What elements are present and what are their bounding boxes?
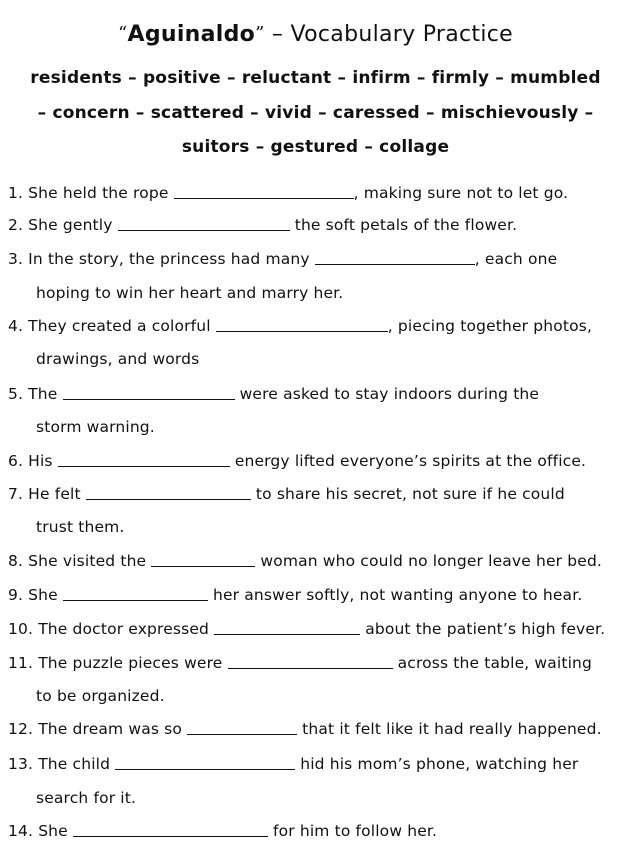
answer-blank[interactable] — [63, 586, 208, 601]
question-number: 14. — [8, 822, 34, 840]
word-bank-line-2: – concern – scattered – vivid – caressed – mischievously – — [37, 103, 594, 123]
worksheet-subtitle: – Vocabulary Practice — [264, 22, 514, 47]
question-number: 1. — [8, 184, 24, 202]
answer-blank[interactable] — [228, 654, 393, 669]
question-number: 12. — [8, 720, 34, 738]
word-bank-line-1: residents – positive – reluctant – infirm – firmly – mumbled — [30, 68, 601, 88]
question-13 — [8, 755, 578, 773]
question-5 — [8, 385, 539, 403]
question-number: 13. — [8, 755, 34, 773]
question-12 — [8, 720, 602, 738]
close-quote: ” — [255, 23, 265, 44]
question-number: 7. — [8, 485, 24, 503]
question-text: the soft petals of the flower. — [294, 216, 518, 234]
question-text: for him to follow her. — [273, 822, 438, 840]
question-14 — [8, 822, 437, 840]
question-number: 2. — [8, 216, 24, 234]
question-text: The child — [38, 755, 111, 773]
open-quote: “ — [117, 23, 128, 44]
question-text: He felt — [28, 485, 81, 503]
question-10 — [8, 620, 605, 638]
question-text: were asked to stay indoors during the — [239, 385, 540, 403]
question-number: 3. — [8, 250, 24, 268]
answer-blank[interactable] — [86, 485, 251, 500]
question-text: She — [38, 822, 68, 840]
question-number: 4. — [8, 317, 24, 335]
question-4-continued: drawings, and words — [36, 350, 200, 368]
question-3 — [8, 250, 557, 268]
question-8 — [8, 552, 602, 570]
question-text: across the table, waiting — [397, 654, 593, 672]
answer-blank[interactable] — [118, 216, 290, 231]
answer-blank[interactable] — [58, 452, 230, 467]
question-text: She visited the — [28, 552, 147, 570]
question-text: , each one — [474, 250, 558, 268]
question-13-continued: search for it. — [36, 789, 137, 807]
question-5-continued: storm warning. — [36, 418, 155, 436]
question-text: They created a colorful — [28, 317, 211, 335]
question-text: , making sure not to let go. — [353, 184, 569, 202]
word-bank-line-3: suitors – gestured – collage — [181, 137, 450, 157]
answer-blank[interactable] — [115, 755, 295, 770]
story-name: Aguinaldo — [127, 22, 256, 47]
question-6 — [8, 452, 586, 470]
question-2 — [8, 216, 517, 234]
question-text: her answer softly, not wanting anyone to hear. — [212, 586, 583, 604]
question-11-continued: to be organized. — [36, 687, 165, 705]
answer-blank[interactable] — [63, 385, 235, 400]
answer-blank[interactable] — [315, 250, 475, 265]
answer-blank[interactable] — [214, 620, 360, 635]
question-text: that it felt like it had really happened. — [302, 720, 602, 738]
answer-blank[interactable] — [187, 720, 297, 735]
question-text: His — [28, 452, 53, 470]
question-text: The doctor expressed — [38, 620, 210, 638]
question-text: The — [28, 385, 58, 403]
question-7-continued: trust them. — [36, 518, 125, 536]
question-text: In the story, the princess had many — [28, 250, 310, 268]
question-3-continued: hoping to win her heart and marry her. — [36, 284, 344, 302]
question-1 — [8, 184, 568, 202]
question-text: about the patient’s high fever. — [365, 620, 606, 638]
answer-blank[interactable] — [151, 552, 255, 567]
answer-blank[interactable] — [216, 317, 388, 332]
question-number: 11. — [8, 654, 34, 672]
question-9 — [8, 586, 582, 604]
question-7 — [8, 485, 565, 503]
question-number: 9. — [8, 586, 24, 604]
question-4 — [8, 317, 592, 335]
question-number: 8. — [8, 552, 24, 570]
question-text: to share his secret, not sure if he could — [255, 485, 565, 503]
question-text: woman who could no longer leave her bed. — [260, 552, 603, 570]
question-text: She held the rope — [28, 184, 169, 202]
question-number: 6. — [8, 452, 24, 470]
question-number: 10. — [8, 620, 34, 638]
answer-blank[interactable] — [73, 822, 268, 837]
worksheet-title — [0, 22, 631, 47]
question-text: She — [28, 586, 58, 604]
question-text: energy lifted everyone’s spirits at the office. — [234, 452, 587, 470]
question-text: The dream was so — [38, 720, 183, 738]
question-11 — [8, 654, 592, 672]
answer-blank[interactable] — [174, 184, 354, 199]
question-text: hid his mom’s phone, watching her — [300, 755, 579, 773]
question-number: 5. — [8, 385, 24, 403]
question-text: She gently — [28, 216, 113, 234]
question-text: The puzzle pieces were — [38, 654, 223, 672]
question-text: , piecing together photos, — [387, 317, 593, 335]
